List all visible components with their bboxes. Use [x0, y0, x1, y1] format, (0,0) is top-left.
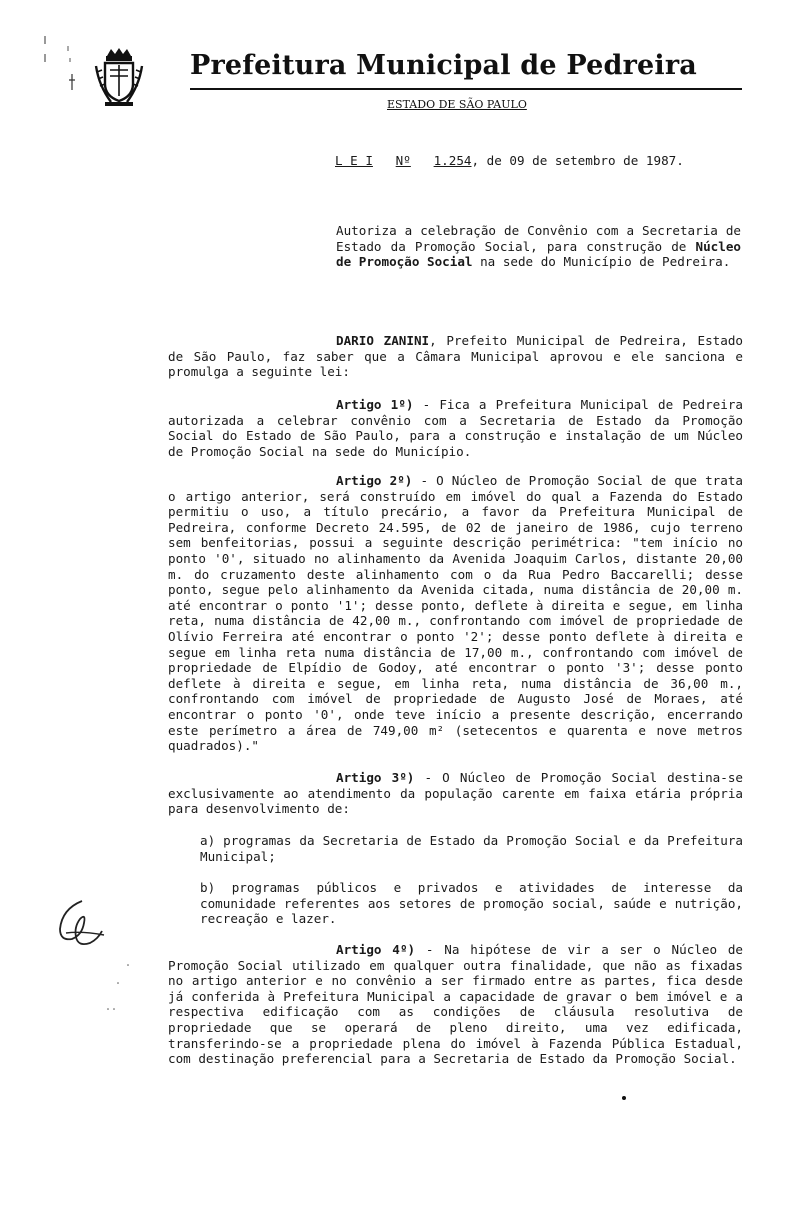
article-label: Artigo 2º): [336, 473, 413, 488]
law-heading: [335, 153, 684, 168]
article-text: - Na hipótese de vir a ser o Núcleo de Promoção Social utilizado em qualquer outra finalidade, que não as fixadas no artigo anterior e no convênio a ser firmado entre as partes, fica desde já conferida à Prefeitura Municipal a capacidade de gravar o bem imóvel e a respectiva edificação com as condições de cláusula resolutiva de propriedade que se operará de pleno direito, uma vez edificada, transferindo-se a propriedade plena do imóvel à Fazenda Pública Estadual, com destinação preferencial para a Secretaria de Estado da Promoção Social.: [168, 942, 743, 1067]
law-number: 1.254: [433, 153, 472, 168]
letterhead-state: ESTADO DE SÃO PAULO: [387, 98, 527, 111]
article-3: [168, 770, 743, 817]
article-2: [168, 473, 743, 754]
list-item: a) programas da Secretaria de Estado da Promoção Social e da Prefeitura Municipal;: [200, 833, 743, 864]
law-number-label: Nº: [395, 153, 411, 168]
mayor-name: DARIO ZANINI: [336, 333, 430, 348]
article-text: - O Núcleo de Promoção Social destina-se exclusivamente ao atendimento da população carente em faixa etária própria para desenvolvimento de:: [168, 770, 743, 817]
summary-text-start: Autoriza a celebração de Convênio com a Secretaria de Estado da Promoção Social, para construção de: [336, 223, 741, 254]
article-label: Artigo 3º): [336, 770, 415, 785]
letterhead-title: Prefeitura Municipal de Pedreira: [190, 50, 697, 81]
summary-text-bold: Núcleo de Promoção Social: [336, 238, 741, 270]
article-4: [168, 942, 743, 1067]
article-text: - O Núcleo de Promoção Social de que trata o artigo anterior, será construído em imóvel do qual a Fazenda do Estado permitiu o uso, a título precário, a favor da Prefeitura Municipal de Pedreira, conforme Decreto 24.595, de 02 de janeiro de 1986, cujo terreno sem benfeitorias, possui a seguinte descrição perimétrica: "tem início no ponto '0', situado no alinhamento da Avenida Joaquim Carlos, distante 20,00 m. do cruzamento deste alinhamento com o da Rua Pedro Baccarelli; desse ponto, segue pelo alinhamento da Avenida citada, numa distância de 20,00 m. até encontrar o ponto '1'; desse ponto, deflete à direita e segue, em linha reta, numa distância de 42,00 m., confrontando com imóvel de propriedade de Olívio Ferreira até encontrar o ponto '2'; desse ponto deflete à direita e segue em linha reta numa distância de 17,00 m., confrontando com imóvel de propriedade de Elpídio de Godoy, até encontrar o ponto '3'; desse ponto deflete à direita e segue, em linha reta, numa distância de 36,00 m., confrontando com imóvel de propriedade de Augusto José de Moraes, até encontrar o ponto '0', onde teve início a presente descrição, encerrando este perímetro a área de 749,00 m² (setecentos e quarenta e nove metros quadrados).": [168, 473, 743, 754]
law-summary: [336, 223, 741, 270]
law-date: , de 09 de setembro de 1987.: [471, 153, 684, 168]
law-type: L E I: [335, 153, 373, 168]
summary-text-end: na sede do Município de Pedreira.: [472, 254, 731, 270]
list-item: b) programas públicos e privados e atividades de interesse da comunidade referentes aos setores de promoção social, saúde e nutrição, recreação e lazer.: [200, 880, 743, 927]
letterhead-divider: [190, 88, 742, 90]
preamble: [168, 333, 743, 380]
article-label: Artigo 1º): [336, 397, 414, 412]
article-label: Artigo 4º): [336, 942, 416, 957]
scan-marks: [0, 0, 140, 1215]
article-1: [168, 397, 743, 459]
article-text: - Fica a Prefeitura Municipal de Pedreira autorizada a celebrar convênio com a Secretaria de Estado da Promoção Social do Estado de São Paulo, para a construção e instalação de um Núcleo de Promoção Social na sede do Município.: [168, 397, 743, 459]
scan-speck: [622, 1096, 626, 1100]
preamble-text: , Prefeito Municipal de Pedreira, Estado de São Paulo, faz saber que a Câmara Municipal aprovou e ele sanciona e promulga a seguinte lei:: [168, 333, 743, 380]
